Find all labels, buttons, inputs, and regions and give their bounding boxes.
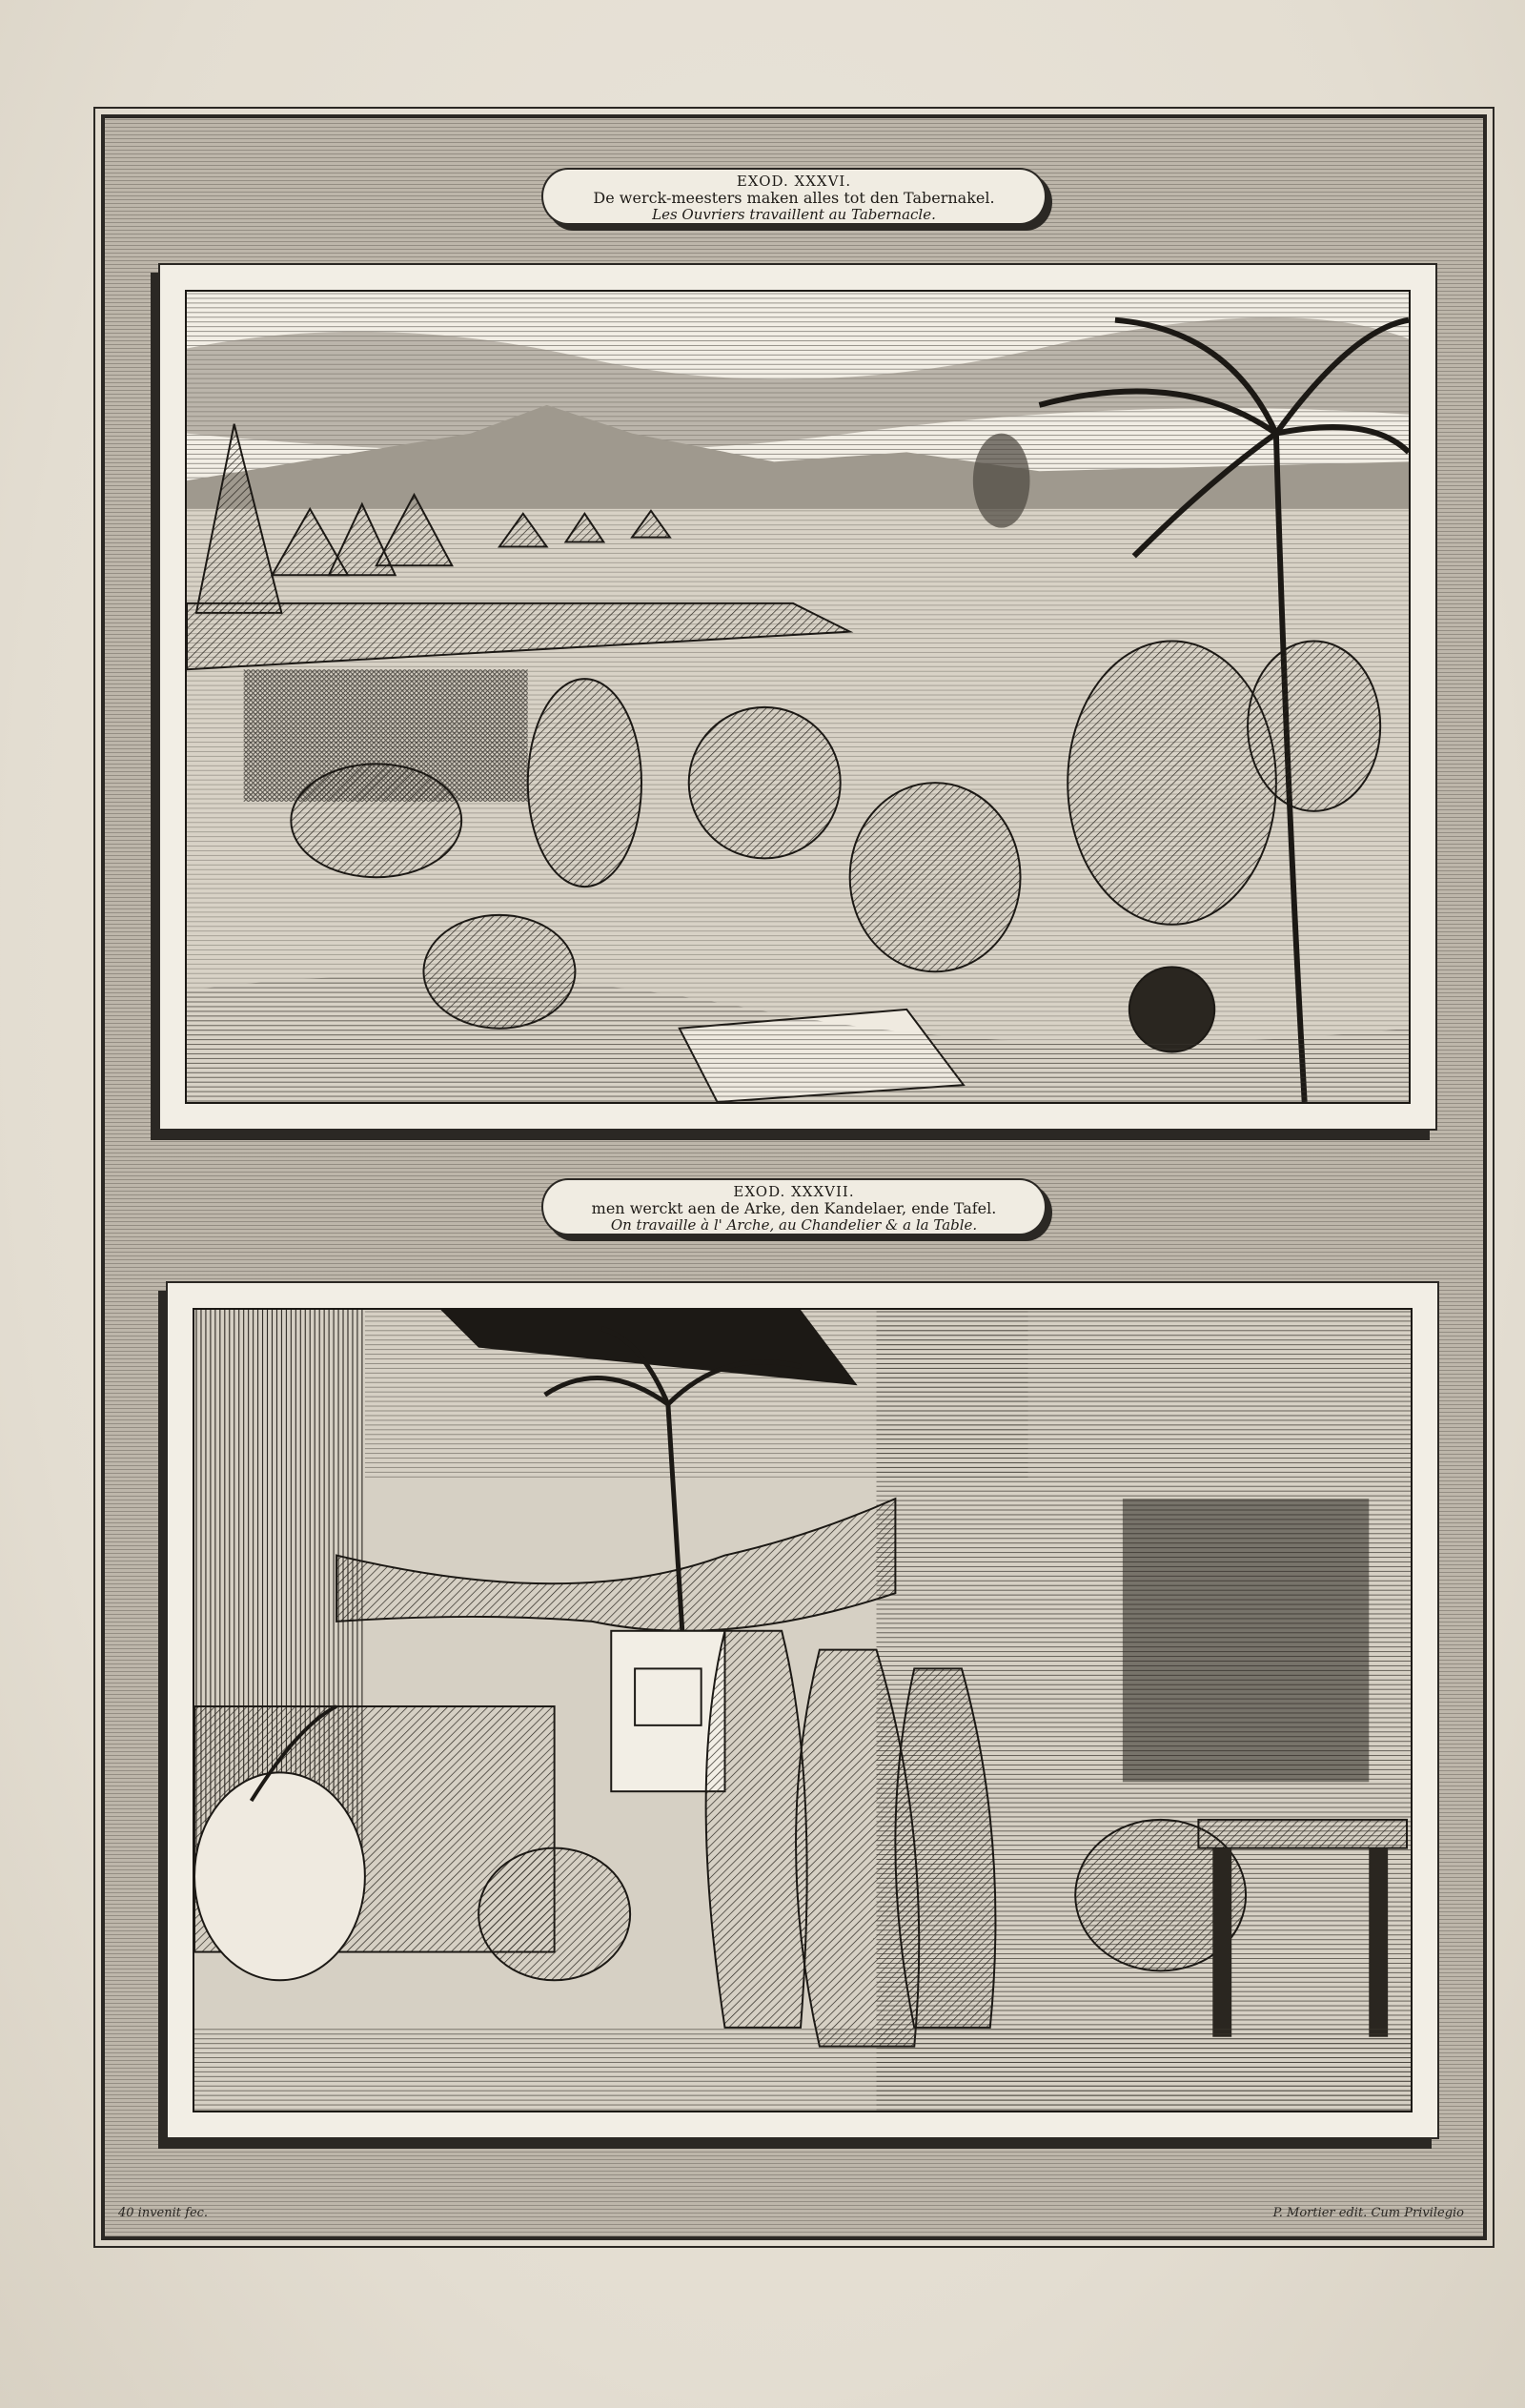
publisher-signature-right: P. Mortier edit. Cum Privilegio — [1272, 2206, 1464, 2220]
engraving-tabernacle-workers — [185, 290, 1411, 1104]
caption-ref-top: EXOD. XXXVI. — [736, 173, 852, 190]
caption-cartouche-bottom — [541, 1178, 1047, 1235]
caption-cartouche-top — [541, 168, 1047, 225]
caption-ref-bottom: EXOD. XXXVII. — [733, 1183, 855, 1200]
caption-french-bottom: On travaille à l' Arche, au Chandelier & a la Table. — [610, 1216, 978, 1234]
engraver-signature-left: 40 invenit fec. — [118, 2206, 209, 2220]
caption-dutch-top: De werck-meesters maken alles tot den Tabernakel. — [593, 189, 995, 207]
caption-dutch-bottom: men werckt aen de Arke, den Kandelaer, ende Tafel. — [591, 1199, 997, 1217]
engraving-ark-workshop — [193, 1308, 1413, 2112]
engraving-frame-top — [158, 263, 1437, 1131]
engraving-frame-bottom — [166, 1281, 1439, 2139]
engraved-plate — [101, 114, 1487, 2240]
caption-french-top: Les Ouvriers travaillent au Tabernacle. — [652, 206, 936, 223]
